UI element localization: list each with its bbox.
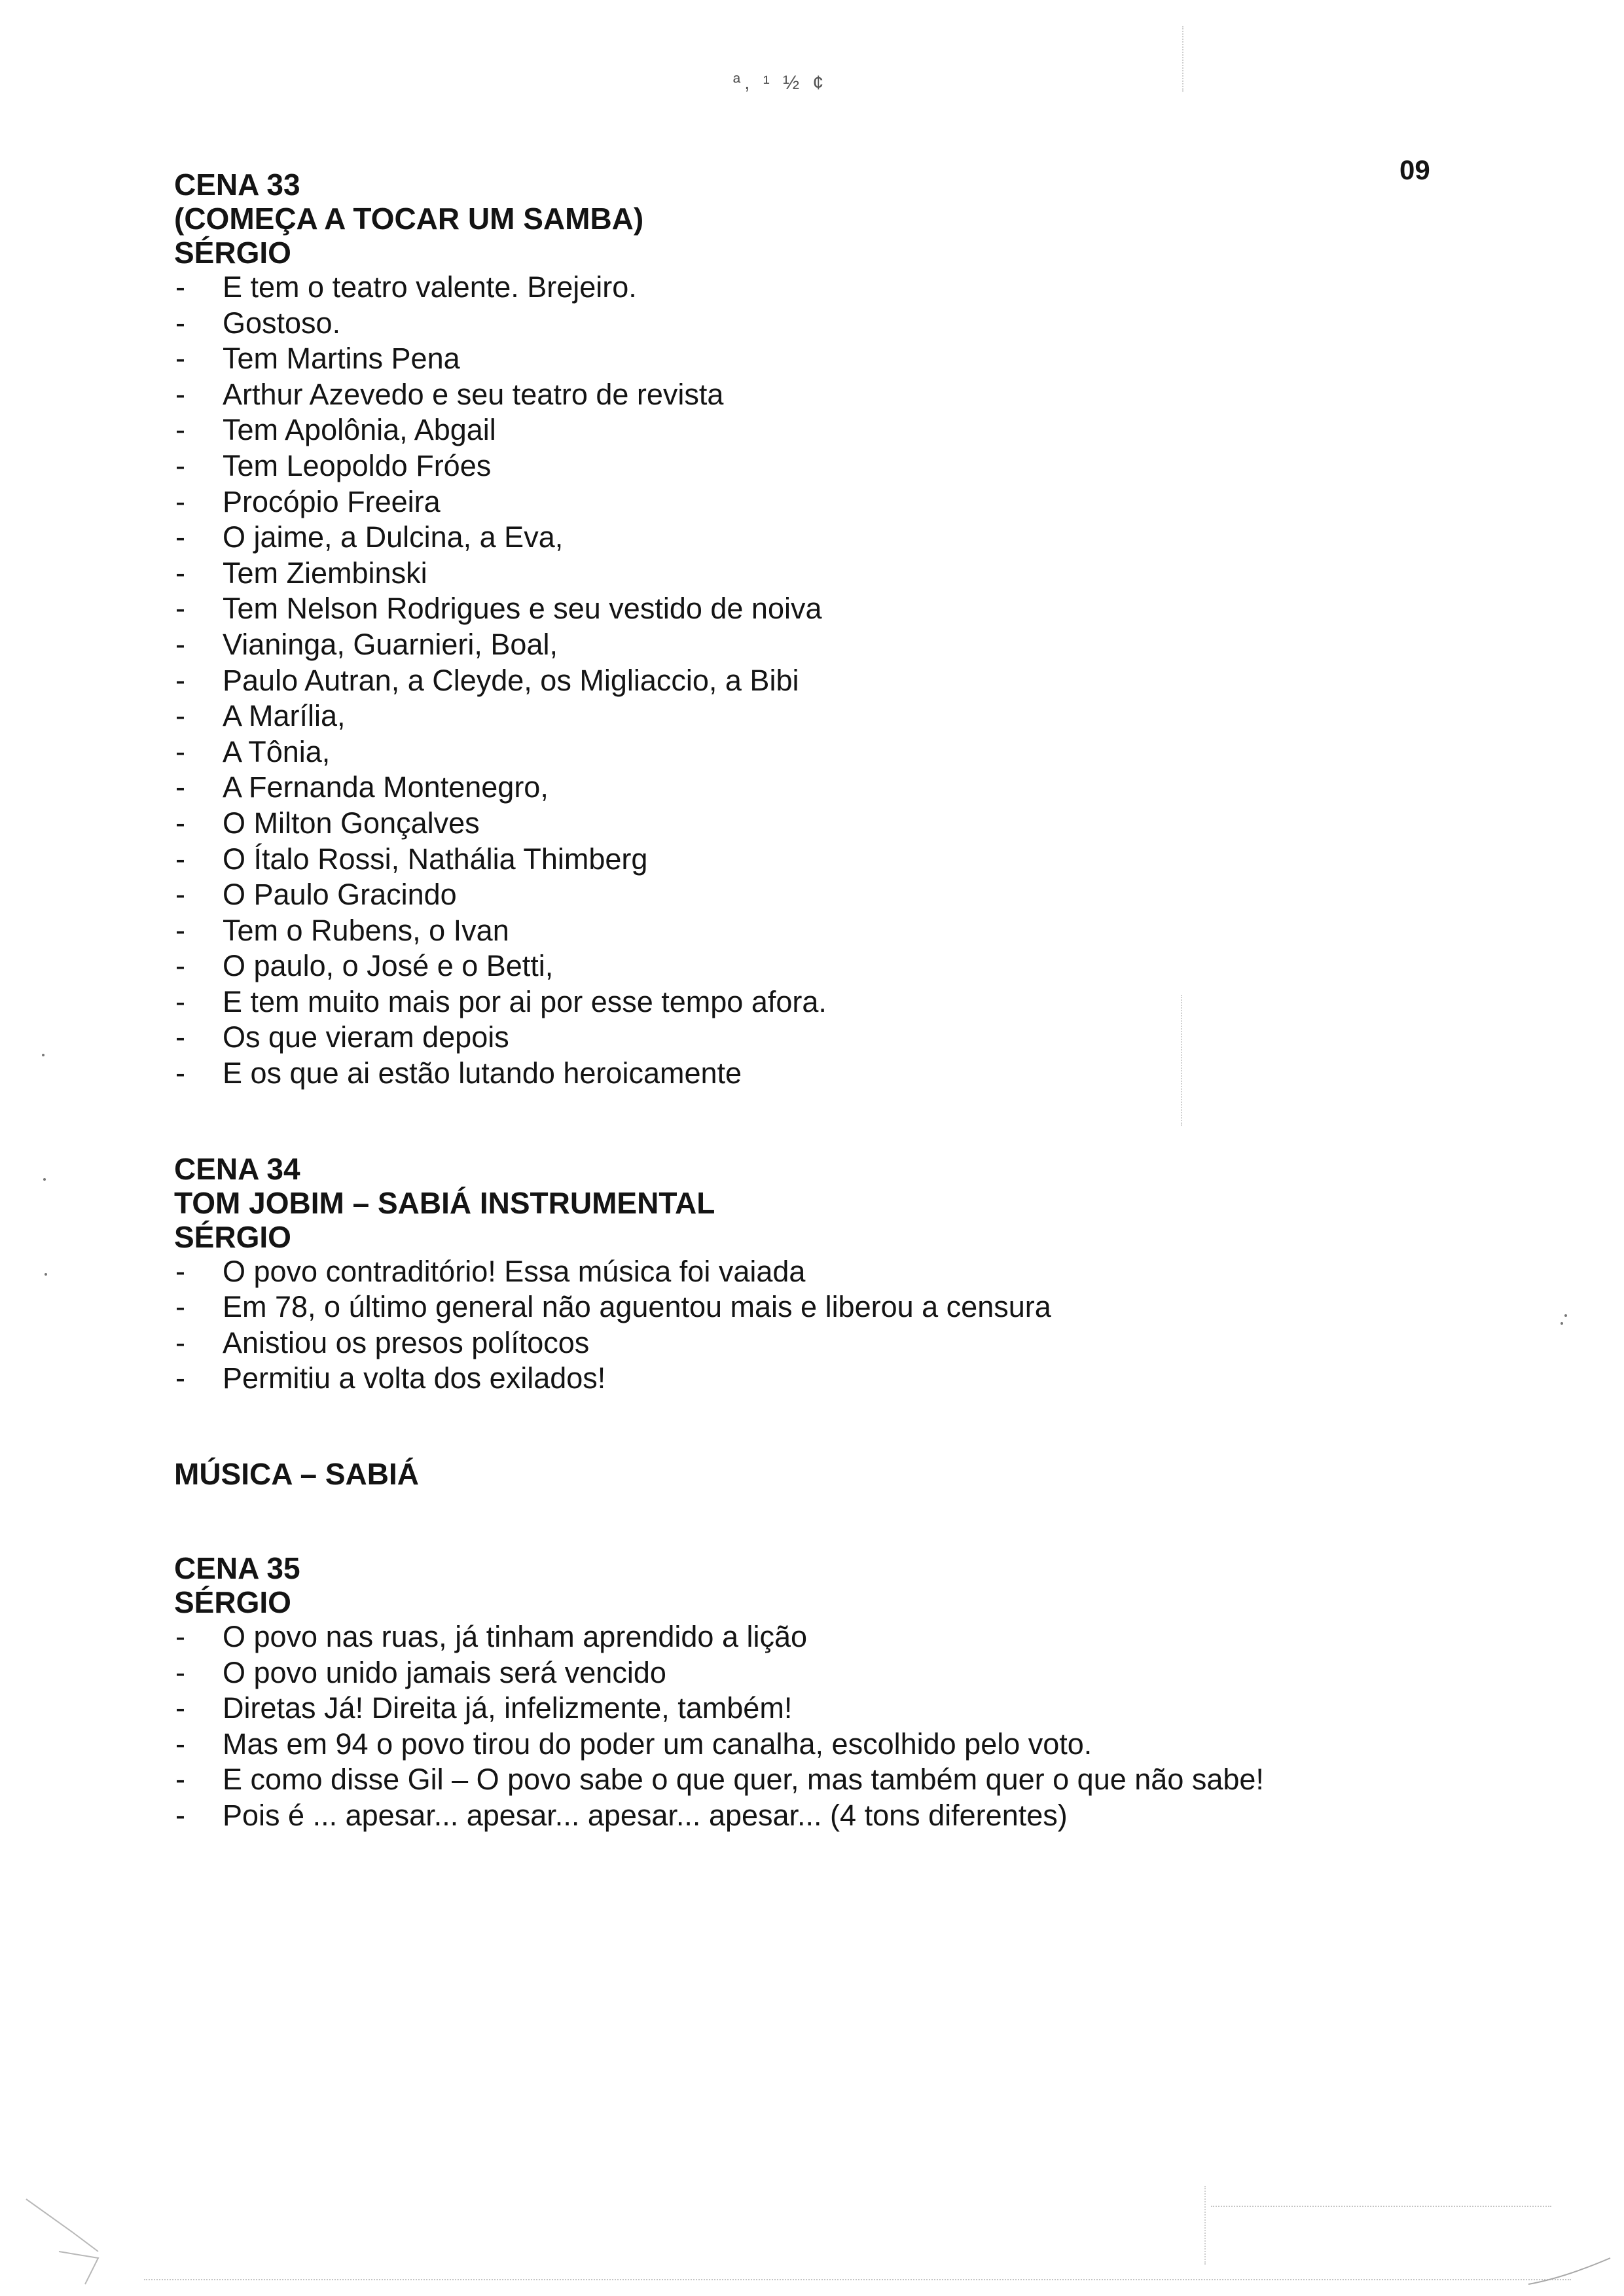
scene-34 (174, 1152, 1483, 1397)
scan-dotted-line (1211, 2206, 1551, 2207)
dialogue-line: - Anistiou os presos polítocos (174, 1325, 1483, 1361)
dialogue-line: - Diretas Já! Direita já, infelizmente, também! (174, 1691, 1483, 1727)
dialogue-list (174, 1619, 1483, 1834)
character-name: SÉRGIO (174, 236, 291, 270)
dialogue-line: - A Tônia, (174, 734, 1483, 770)
scan-streak (1182, 26, 1183, 92)
dialogue-line: - A Marília, (174, 698, 1483, 734)
dialogue-line: - Paulo Autran, a Cleyde, os Migliaccio, a Bibi (174, 663, 1483, 699)
scan-streak (1181, 995, 1182, 1126)
dialogue-line: - Tem Apolônia, Abgail (174, 412, 1483, 448)
scan-speck (45, 1273, 47, 1276)
dialogue-line: - O Paulo Gracindo (174, 877, 1483, 913)
stage-direction: (COMEÇA A TOCAR UM SAMBA) (174, 202, 644, 236)
page-number: 09 (1399, 154, 1430, 185)
dialogue-line: - Tem Martins Pena (174, 341, 1483, 377)
music-direction: TOM JOBIM – SABIÁ INSTRUMENTAL (174, 1185, 715, 1220)
dialogue-line: - Tem o Rubens, o Ivan (174, 913, 1483, 949)
dialogue-line: - E os que ai estão lutando heroicamente (174, 1056, 1483, 1092)
character-name: SÉRGIO (174, 1585, 291, 1620)
dialogue-line: - Tem Nelson Rodrigues e seu vestido de noiva (174, 591, 1483, 627)
corner-scan-mark (1525, 2251, 1617, 2291)
dialogue-line: - O jaime, a Dulcina, a Eva, (174, 520, 1483, 556)
scan-streak (1204, 2186, 1206, 2265)
scan-dotted-line (144, 2279, 1571, 2280)
dialogue-line: - Permitiu a volta dos exilados! (174, 1361, 1483, 1397)
dialogue-line: - Procópio Freeira (174, 484, 1483, 520)
scene-title: CENA 34 (174, 1151, 300, 1186)
dialogue-line: - O paulo, o José e o Betti, (174, 948, 1483, 984)
dialogue-line: - O Ítalo Rossi, Nathália Thimberg (174, 842, 1483, 878)
script-content (174, 168, 1483, 1894)
scene-33 (174, 168, 1483, 1092)
dialogue-line: - Mas em 94 o povo tirou do poder um canalha, escolhido pelo voto. (174, 1727, 1483, 1763)
dialogue-list (174, 270, 1483, 1092)
scan-speck (1561, 1322, 1563, 1325)
character-name: SÉRGIO (174, 1219, 291, 1254)
dialogue-line: - O povo unido jamais será vencido (174, 1655, 1483, 1691)
scene-title: CENA 33 (174, 168, 300, 202)
scan-speck (43, 1178, 46, 1181)
dialogue-line: - O Milton Gonçalves (174, 806, 1483, 842)
dialogue-line: - Os que vieram depois (174, 1020, 1483, 1056)
dialogue-line: - Arthur Azevedo e seu teatro de revista (174, 377, 1483, 413)
dialogue-line: - E como disse Gil – O povo sabe o que quer, mas também quer o que não sabe! (174, 1762, 1483, 1798)
scan-speck (1564, 1314, 1567, 1317)
scan-mark: ª, ¹ ½ ¢ (733, 72, 828, 94)
corner-scan-mark (20, 2193, 124, 2291)
dialogue-line: - Pois é ... apesar... apesar... apesar... apesar... (4 tons diferentes) (174, 1798, 1483, 1834)
dialogue-list (174, 1254, 1483, 1397)
scene-35 (174, 1551, 1483, 1834)
dialogue-line: - Tem Ziembinski (174, 556, 1483, 592)
dialogue-line: - E tem o teatro valente. Brejeiro. (174, 270, 1483, 306)
music-cue: MÚSICA – SABIÁ (174, 1457, 419, 1492)
dialogue-line: - O povo contraditório! Essa música foi vaiada (174, 1254, 1483, 1290)
dialogue-line: - Vianinga, Guarnieri, Boal, (174, 627, 1483, 663)
dialogue-line: - Gostoso. (174, 306, 1483, 342)
dialogue-line: - Em 78, o último general não aguentou mais e liberou a censura (174, 1289, 1483, 1325)
scene-title: CENA 35 (174, 1551, 300, 1586)
dialogue-line: - O povo nas ruas, já tinham aprendido a lição (174, 1619, 1483, 1655)
dialogue-line: - E tem muito mais por ai por esse tempo afora. (174, 984, 1483, 1020)
scan-speck (42, 1054, 45, 1056)
dialogue-line: - A Fernanda Montenegro, (174, 770, 1483, 806)
dialogue-line: - Tem Leopoldo Fróes (174, 448, 1483, 484)
